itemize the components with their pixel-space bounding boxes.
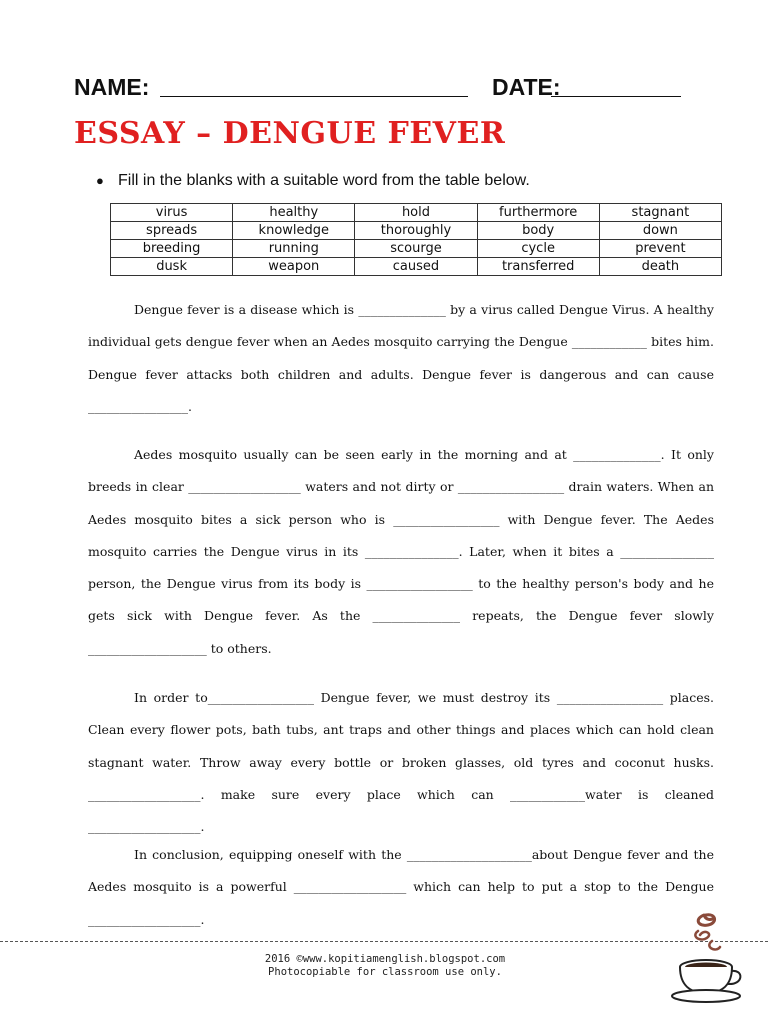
word-cell: healthy bbox=[233, 204, 355, 222]
coffee-cup-icon bbox=[668, 905, 754, 1005]
page-title: ESSAY – DENGUE FEVER bbox=[74, 116, 506, 151]
bullet-icon: ● bbox=[96, 173, 104, 188]
paragraph-4 bbox=[88, 839, 714, 936]
paragraph-text: In order to_________________ Dengue fever, we must destroy its _________________ places. Clean every flower pots, bath tubs, ant traps and other things and places which can hold clean stagnant water. Throw away every bottle or broken glasses, old tyres and coconut husks. __________________. make sure every place which can ____________water is cleaned __________________. bbox=[88, 690, 714, 835]
paragraph-2 bbox=[88, 439, 714, 665]
date-field-line[interactable] bbox=[551, 96, 681, 97]
word-bank-table bbox=[110, 203, 722, 276]
paragraph-text: In conclusion, equipping oneself with the ____________________about Dengue fever and the Aedes mosquito is a powerful __________________ which can help to put a stop to the Dengue __________________. bbox=[88, 847, 714, 927]
paragraph-1 bbox=[88, 294, 714, 423]
table-row bbox=[111, 204, 722, 222]
word-cell: caused bbox=[355, 258, 477, 276]
footer-divider bbox=[0, 941, 768, 942]
footer bbox=[200, 953, 570, 979]
word-cell: transferred bbox=[477, 258, 599, 276]
name-label: NAME: bbox=[74, 74, 150, 100]
word-cell: weapon bbox=[233, 258, 355, 276]
instruction bbox=[96, 172, 530, 190]
word-cell: dusk bbox=[111, 258, 233, 276]
instruction-text: Fill in the blanks with a suitable word from the table below. bbox=[118, 172, 530, 189]
word-cell: stagnant bbox=[599, 204, 721, 222]
word-cell: furthermore bbox=[477, 204, 599, 222]
paragraph-3 bbox=[88, 682, 714, 843]
table-row bbox=[111, 240, 722, 258]
word-cell: spreads bbox=[111, 222, 233, 240]
header-fields bbox=[74, 70, 714, 106]
table-row bbox=[111, 222, 722, 240]
word-cell: knowledge bbox=[233, 222, 355, 240]
word-cell: down bbox=[599, 222, 721, 240]
word-cell: body bbox=[477, 222, 599, 240]
word-cell: virus bbox=[111, 204, 233, 222]
word-cell: breeding bbox=[111, 240, 233, 258]
name-field-line[interactable] bbox=[160, 96, 468, 97]
paragraph-text: Aedes mosquito usually can be seen early in the morning and at ______________. It only breeds in clear __________________ waters and not dirty or _________________ drain waters. When an Aedes mosquito bites a sick person who is _________________ with Dengue fever. The Aedes mosquito carries the Dengue virus in its _______________. Later, when it bites a _______________ person, the Dengue virus from its body is _________________ to the healthy person's body and he gets sick with Dengue fever. As the ______________ repeats, the Dengue fever slowly ___________________ to others. bbox=[88, 447, 714, 656]
word-cell: hold bbox=[355, 204, 477, 222]
word-cell: thoroughly bbox=[355, 222, 477, 240]
paragraph-text: Dengue fever is a disease which is ______________ by a virus called Dengue Virus. A healthy individual gets dengue fever when an Aedes mosquito carrying the Dengue ____________ bites him. Dengue fever attacks both children and adults. Dengue fever is dangerous and can cause ________________. bbox=[88, 302, 714, 414]
word-cell: prevent bbox=[599, 240, 721, 258]
word-cell: cycle bbox=[477, 240, 599, 258]
word-cell: death bbox=[599, 258, 721, 276]
word-cell: running bbox=[233, 240, 355, 258]
table-row bbox=[111, 258, 722, 276]
footer-copyright: 2016 ©www.kopitiamenglish.blogspot.com bbox=[264, 953, 506, 965]
footer-note: Photocopiable for classroom use only. bbox=[268, 966, 502, 978]
word-cell: scourge bbox=[355, 240, 477, 258]
date-label: DATE: bbox=[492, 74, 561, 100]
